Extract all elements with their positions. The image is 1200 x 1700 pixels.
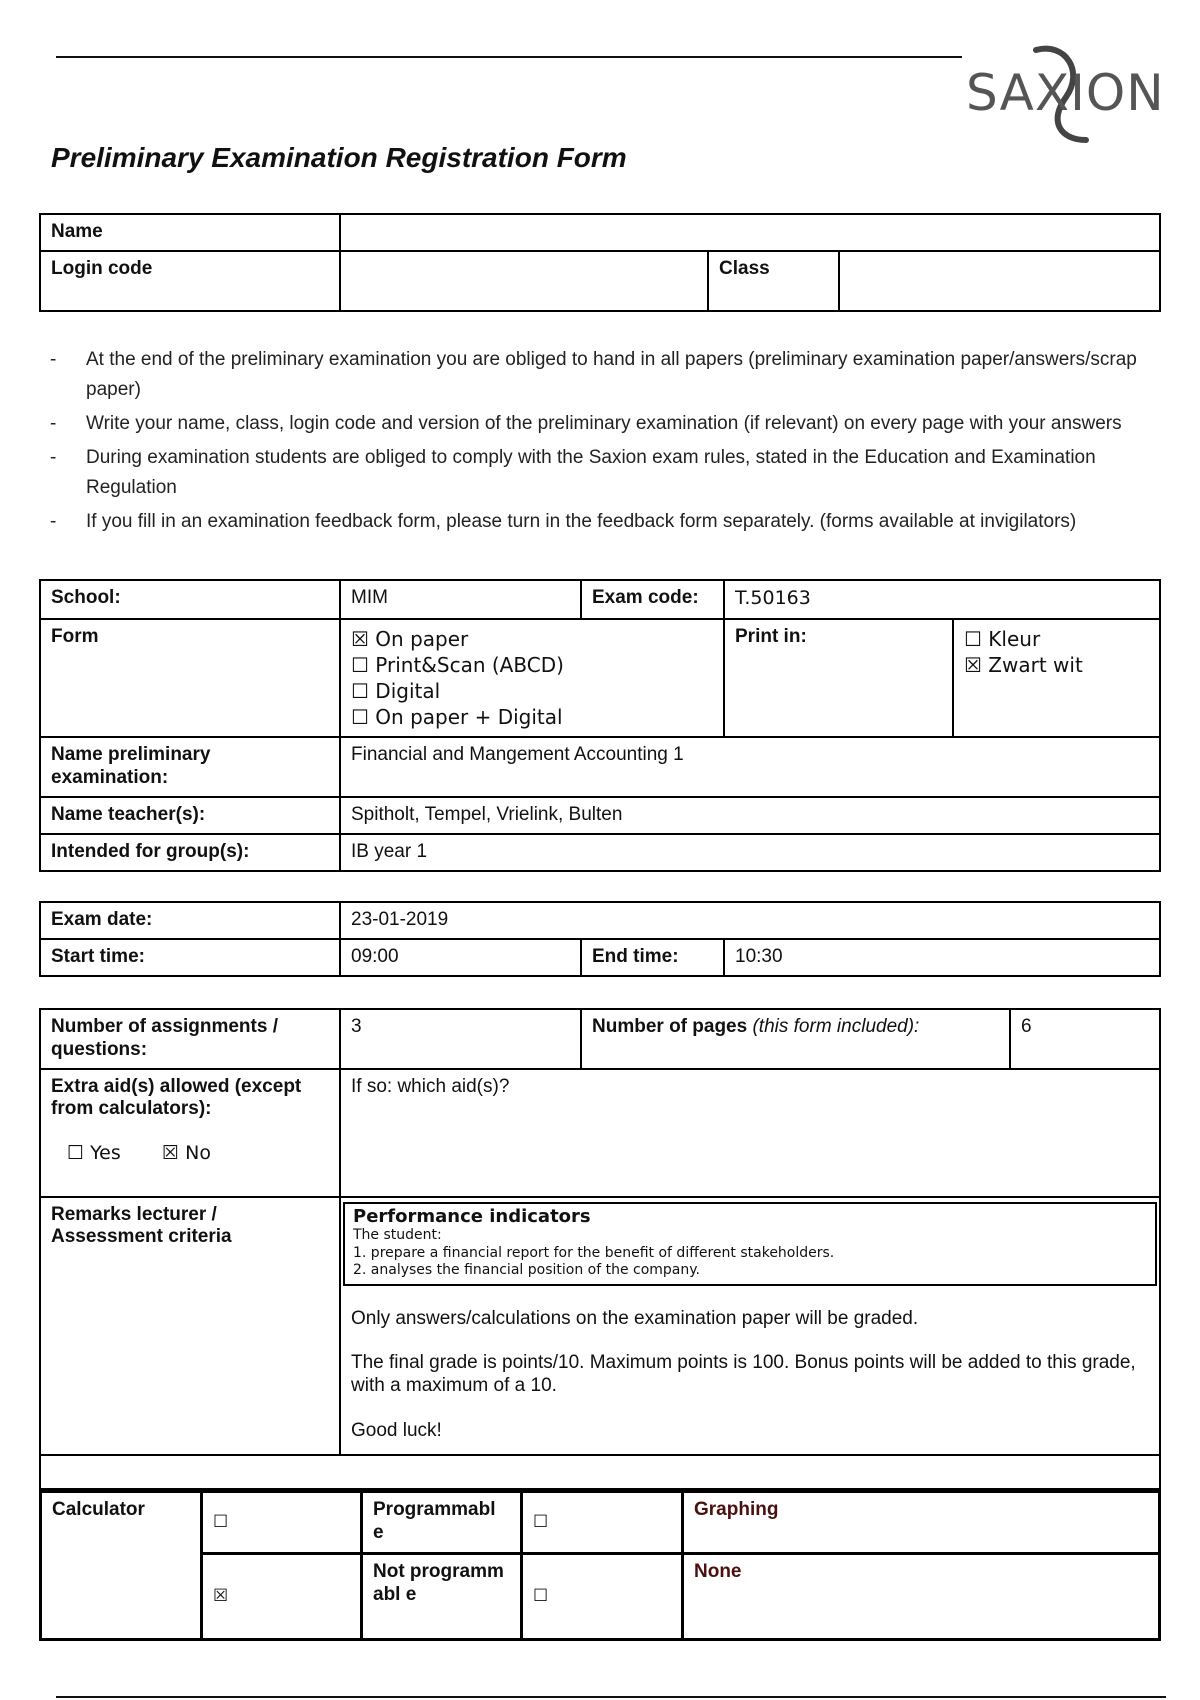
rule-item: - During examination students are obliged to comply with the Saxion exam rules, stated in the Education and Examination Regulation [50, 447, 1096, 498]
name-field[interactable] [340, 214, 1160, 251]
remark-final-grade: The final grade is points/10. Maximum points is 100. Bonus points will be added to this grade, with a maximum of a 10. [351, 1352, 1136, 1397]
not-programmable-checkbox[interactable]: ☒ [213, 1586, 229, 1607]
remark-graded: Only answers/calculations on the examination paper will be graded. [351, 1307, 919, 1329]
teachers-label: Name teacher(s): [40, 797, 340, 834]
details-table [39, 1008, 1161, 1490]
name-label: Name [40, 214, 340, 251]
bottom-rule [56, 1696, 1166, 1698]
pages-label-cell [581, 1009, 1010, 1069]
logo-text: SAXION [966, 64, 1165, 122]
exam-code-value: T.50163 [724, 580, 1160, 619]
print-option-kleur[interactable]: ☐ Kleur [964, 627, 1041, 651]
rule-text: If you fill in an examination feedback form, please turn in the feedback form separately. (forms available at invigilators) [86, 511, 1077, 532]
rule-item: - If you fill in an examination feedback form, please turn in the feedback form separately. (forms available at invigilators) [50, 511, 1077, 532]
exam-name-label: Name preliminary examination: [40, 737, 340, 797]
saxion-logo [966, 42, 1176, 148]
performance-line: 1. prepare a financial report for the benefit of different stakeholders. [353, 1244, 835, 1261]
page-title: Preliminary Examination Registration Form [51, 142, 627, 173]
performance-line: 2. analyses the financial position of the company. [353, 1262, 700, 1279]
exam-code-label: Exam code: [581, 580, 724, 619]
start-time-label: Start time: [40, 939, 340, 976]
rules-list [44, 345, 1164, 537]
form-option-digital[interactable]: ☐ Digital [351, 679, 441, 703]
calculator-table [39, 1490, 1161, 1641]
schedule-table [39, 901, 1161, 977]
print-in-label: Print in: [724, 619, 953, 737]
rule-text: Write your name, class, login code and version of the preliminary examination (if relevant) on every page with your answers [86, 413, 1122, 434]
pages-note: (this form included): [752, 1016, 920, 1037]
login-code-field[interactable] [340, 251, 708, 311]
top-rule [56, 56, 962, 58]
spacer-row [40, 1455, 1160, 1489]
class-field[interactable] [839, 251, 1160, 311]
none-checkbox[interactable]: ☐ [533, 1586, 549, 1607]
not-programmable-checkbox-cell [202, 1554, 362, 1640]
form-option-print-scan[interactable]: ☐ Print&Scan (ABCD) [351, 653, 564, 677]
end-time-value: 10:30 [724, 939, 1160, 976]
aids-label-cell [40, 1069, 340, 1197]
rule-text: At the end of the preliminary examination you are obliged to hand in all papers (preliminary examination paper/answers/scrap paper) [86, 349, 1137, 400]
rule-item: - At the end of the preliminary examination you are obliged to hand in all papers (preliminary examination paper/answers/scrap paper) [50, 349, 1137, 400]
form-label: Form [40, 619, 340, 737]
group-label: Intended for group(s): [40, 834, 340, 871]
aids-options [51, 1141, 329, 1166]
graphing-checkbox[interactable]: ☐ [533, 1512, 549, 1533]
exam-info-table [39, 579, 1161, 872]
remark-good-luck: Good luck! [351, 1420, 442, 1442]
rule-item: - Write your name, class, login code and version of the preliminary examination (if relevant) on every page with your answers [50, 413, 1122, 434]
not-programmable-label: Not programmabl e [362, 1554, 522, 1640]
programmable-label: Programmabl e [362, 1492, 522, 1554]
graphing-label: Graphing [683, 1492, 1160, 1554]
group-value: IB year 1 [340, 834, 1160, 871]
aids-label: Extra aid(s) allowed (except from calculators): [51, 1075, 302, 1120]
aids-no-checkbox[interactable]: ☒ No [162, 1142, 211, 1165]
exam-name-value: Financial and Mangement Accounting 1 [340, 737, 1160, 797]
calculator-label: Calculator [41, 1492, 202, 1640]
programmable-checkbox[interactable]: ☐ [213, 1512, 229, 1533]
print-options [953, 619, 1160, 737]
aids-which: If so: which aid(s)? [340, 1069, 1160, 1197]
rules-list-wrap [44, 345, 1164, 541]
performance-indicators-box [343, 1202, 1157, 1286]
assignments-label: Number of assignments / questions: [40, 1009, 340, 1069]
login-code-label: Login code [40, 251, 340, 311]
teachers-value: Spitholt, Tempel, Vrielink, Bulten [340, 797, 1160, 834]
exam-date-label: Exam date: [40, 902, 340, 939]
assignments-value: 3 [340, 1009, 581, 1069]
class-label: Class [708, 251, 839, 311]
school-label: School: [40, 580, 340, 619]
start-time-value: 09:00 [340, 939, 581, 976]
form-option-paper-digital[interactable]: ☐ On paper + Digital [351, 705, 563, 729]
form-option-on-paper[interactable]: ☒ On paper [351, 627, 469, 651]
performance-title: Performance indicators [353, 1205, 591, 1227]
graphing-checkbox-cell [522, 1492, 683, 1554]
end-time-label: End time: [581, 939, 724, 976]
rule-text: During examination students are obliged to comply with the Saxion exam rules, stated in the Education and Examination Regulation [86, 447, 1096, 498]
exam-date-value: 23-01-2019 [340, 902, 1160, 939]
form-options [340, 619, 724, 737]
performance-line: The student: [353, 1227, 442, 1244]
programmable-checkbox-cell [202, 1492, 362, 1554]
none-label: None [683, 1554, 1160, 1640]
none-checkbox-cell [522, 1554, 683, 1640]
student-table [39, 213, 1161, 312]
remarks-cell [340, 1197, 1160, 1455]
remarks-label: Remarks lecturer / Assessment criteria [40, 1197, 340, 1455]
pages-value: 6 [1010, 1009, 1160, 1069]
school-value: MIM [340, 580, 581, 619]
aids-yes-checkbox[interactable]: ☐ Yes [67, 1142, 121, 1165]
print-option-zwart-wit[interactable]: ☒ Zwart wit [964, 653, 1083, 677]
pages-label: Number of pages [592, 1016, 748, 1037]
